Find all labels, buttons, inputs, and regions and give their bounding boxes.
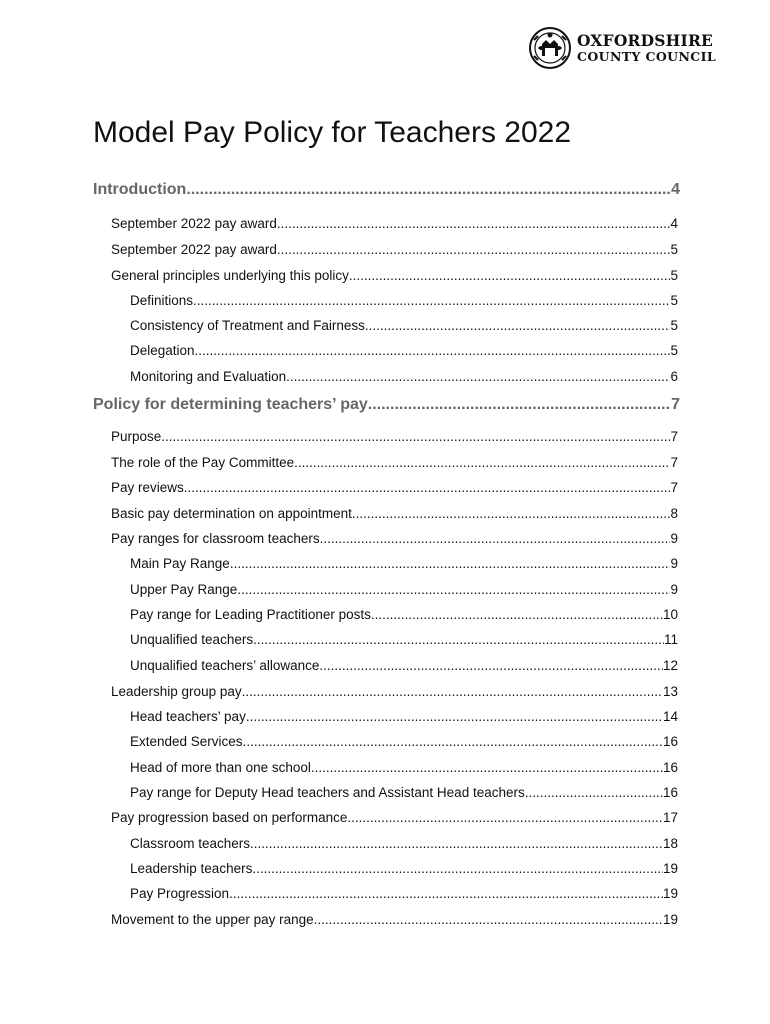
logo-line1: OXFORDSHIRE: [577, 30, 714, 50]
toc-leader-dots: [319, 658, 663, 673]
toc-entry[interactable]: [111, 506, 678, 521]
toc-leader-dots: [347, 810, 663, 825]
toc-entry-text: Delegation: [130, 343, 195, 358]
toc-page-number: 5: [670, 293, 678, 308]
toc-entry-text: Pay Progression: [130, 886, 230, 901]
toc-entry[interactable]: [130, 785, 678, 800]
toc-entry[interactable]: [130, 760, 678, 775]
toc-entry-text: Head teachers’ pay: [130, 709, 246, 724]
toc-leader-dots: [352, 506, 671, 521]
toc-entry[interactable]: [111, 216, 678, 231]
toc-entry-text: Unqualified teachers’ allowance: [130, 658, 320, 673]
toc-entry[interactable]: [130, 836, 678, 851]
toc-leader-dots: [195, 343, 671, 358]
toc-entry[interactable]: [93, 396, 680, 414]
toc-leader-dots: [243, 734, 663, 749]
toc-entry-text: September 2022 pay award: [111, 216, 277, 231]
toc-entry[interactable]: [130, 886, 678, 901]
toc-entry-text: Policy for determining teachers’ pay: [93, 396, 368, 413]
toc-leader-dots: [277, 216, 671, 231]
toc-entry-text: Main Pay Range: [130, 556, 230, 571]
toc-entry-text: Basic pay determination on appointment: [111, 506, 352, 521]
toc-entry-text: Head of more than one school: [130, 760, 311, 775]
toc-leader-dots: [314, 912, 663, 927]
toc-leader-dots: [320, 531, 671, 546]
toc-leader-dots: [230, 556, 671, 571]
toc-entry-text: Definitions: [130, 293, 194, 308]
toc-entry[interactable]: [130, 343, 678, 358]
toc-entry[interactable]: [111, 912, 678, 927]
toc-leader-dots: [277, 242, 671, 257]
toc-entry[interactable]: [130, 556, 678, 571]
toc-page-number: 9: [670, 582, 678, 597]
toc-page-number: 4: [670, 216, 678, 231]
toc-page-number: 16: [662, 734, 678, 749]
toc-entry[interactable]: [111, 242, 678, 257]
toc-page-number: 12: [662, 658, 678, 673]
toc-page-number: 11: [663, 632, 678, 647]
toc-entry-text: Pay progression based on performance: [111, 810, 348, 825]
toc-entry[interactable]: [111, 480, 678, 495]
toc-leader-dots: [229, 886, 663, 901]
toc-page-number: 16: [662, 785, 678, 800]
toc-page-number: 6: [670, 369, 678, 384]
toc-entry-text: Pay reviews: [111, 480, 184, 495]
toc-entry[interactable]: [130, 658, 678, 673]
toc-page-number: 19: [662, 886, 678, 901]
toc-entry-text: Leadership teachers: [130, 861, 253, 876]
toc-entry-text: Consistency of Treatment and Fairness: [130, 318, 365, 333]
toc-entry-text: Leadership group pay: [111, 684, 242, 699]
toc-entry[interactable]: [130, 318, 678, 333]
toc-entry-text: Classroom teachers: [130, 836, 251, 851]
toc-entry-text: The role of the Pay Committee: [111, 455, 295, 470]
toc-page-number: 9: [670, 556, 678, 571]
toc-leader-dots: [193, 293, 670, 308]
toc-leader-dots: [294, 455, 670, 470]
toc-entry[interactable]: [111, 268, 678, 283]
toc-entry-text: Purpose: [111, 429, 162, 444]
toc-page-number: 7: [670, 429, 678, 444]
toc-leader-dots: [253, 632, 664, 647]
toc-entry-text: Pay range for Deputy Head teachers and Assistant Head teachers: [130, 785, 525, 800]
toc-entry[interactable]: [130, 582, 678, 597]
toc-page-number: 7: [670, 480, 678, 495]
toc-page-number: 13: [662, 684, 678, 699]
toc-page-number: 18: [662, 836, 678, 851]
toc-page-number: 7: [671, 396, 680, 413]
toc-entry-text: September 2022 pay award: [111, 242, 277, 257]
toc-leader-dots: [368, 396, 671, 414]
toc-entry-text: Upper Pay Range: [130, 582, 238, 597]
toc-page-number: 19: [662, 912, 678, 927]
toc-page-number: 19: [662, 861, 678, 876]
toc-leader-dots: [311, 760, 663, 775]
toc-page-number: 14: [662, 709, 678, 724]
toc-leader-dots: [286, 369, 670, 384]
toc-page-number: 9: [670, 531, 678, 546]
toc-leader-dots: [250, 836, 663, 851]
toc-entry[interactable]: [130, 607, 678, 622]
toc-leader-dots: [246, 709, 663, 724]
toc-entry[interactable]: [130, 861, 678, 876]
toc-entry-text: Pay ranges for classroom teachers: [111, 531, 320, 546]
toc-page-number: 5: [670, 268, 678, 283]
toc-page-number: 5: [670, 318, 678, 333]
toc-leader-dots: [365, 318, 671, 333]
toc-entry[interactable]: [111, 684, 678, 699]
toc-entry-text: Unqualified teachers: [130, 632, 254, 647]
toc-leader-dots: [184, 480, 671, 495]
toc-page-number: 10: [662, 607, 678, 622]
toc-entry[interactable]: [130, 709, 678, 724]
toc-entry[interactable]: [130, 734, 678, 749]
toc-entry[interactable]: [111, 429, 678, 444]
toc-entry[interactable]: [130, 293, 678, 308]
toc-leader-dots: [186, 181, 671, 199]
toc-leader-dots: [525, 785, 663, 800]
toc-entry[interactable]: [130, 369, 678, 384]
toc-leader-dots: [349, 268, 671, 283]
toc-leader-dots: [242, 684, 663, 699]
toc-entry-text: Introduction: [93, 181, 187, 198]
toc-entry[interactable]: [93, 181, 680, 199]
logo-line2: COUNTY COUNCIL: [577, 49, 717, 64]
toc-page-number: 5: [670, 343, 678, 358]
toc-leader-dots: [161, 429, 670, 444]
toc-entry-text: Pay range for Leading Practitioner posts: [130, 607, 371, 622]
toc-entry-text: Movement to the upper pay range: [111, 912, 314, 927]
toc-entry-text: General principles underlying this policy: [111, 268, 349, 283]
toc-page-number: 17: [662, 810, 678, 825]
toc-entry[interactable]: [111, 531, 678, 546]
toc-entry[interactable]: [111, 810, 678, 825]
toc-page-number: 16: [662, 760, 678, 775]
toc-page-number: 8: [670, 506, 678, 521]
toc-entry[interactable]: [130, 632, 678, 647]
toc-leader-dots: [237, 582, 670, 597]
toc-leader-dots: [371, 607, 663, 622]
toc-entry[interactable]: [111, 455, 678, 470]
toc-page-number: 4: [671, 181, 680, 198]
toc-entry-text: Extended Services: [130, 734, 243, 749]
toc-page-number: 5: [670, 242, 678, 257]
toc-leader-dots: [252, 861, 663, 876]
toc-page-number: 7: [670, 455, 678, 470]
document-title: Model Pay Policy for Teachers 2022: [93, 116, 572, 149]
toc-entry-text: Monitoring and Evaluation: [130, 369, 287, 384]
